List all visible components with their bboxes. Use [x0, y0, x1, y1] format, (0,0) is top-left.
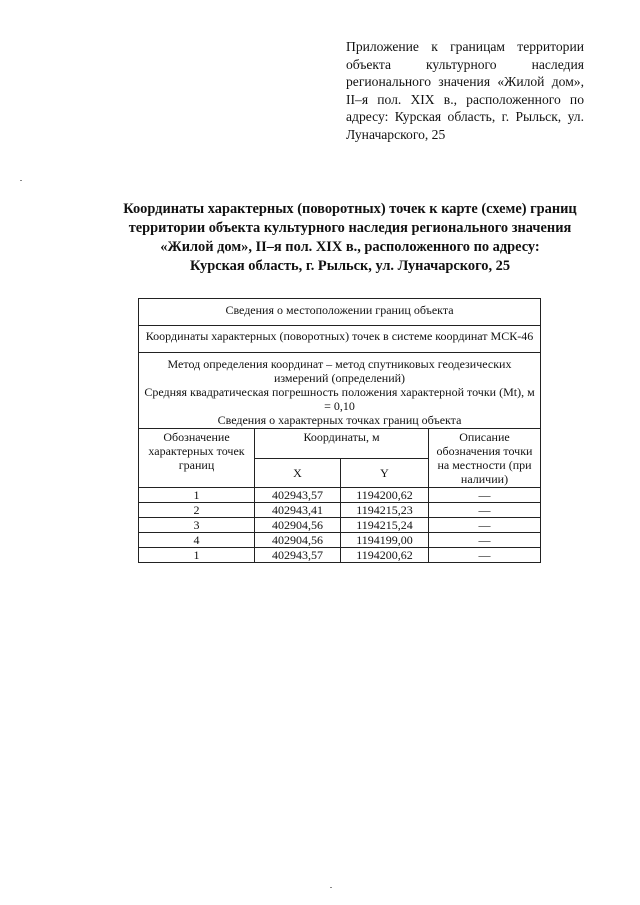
- title-line: Координаты характерных (поворотных) точек к карте (схеме) границ: [123, 201, 577, 217]
- title-line: территории объекта культурного наследия регионального значения: [128, 220, 572, 236]
- header-description: Описание обозначения точки на местности (при наличии): [429, 429, 541, 488]
- attachment-line: ул. Луначарского, 25: [346, 109, 584, 142]
- cell-y: 1194199,00: [341, 533, 429, 548]
- points-info-text: Сведения о характерных точках границ объекта: [217, 413, 462, 427]
- header-y: Y: [341, 458, 429, 488]
- header-coordinates: Координаты, м: [255, 429, 429, 459]
- cell-point: 2: [139, 503, 255, 518]
- cell-x: 402943,57: [255, 488, 341, 503]
- attachment-note: [346, 38, 584, 143]
- title-line: «Жилой дом», II–я пол. XIX в., расположенного по адресу:: [160, 239, 540, 255]
- section-method: [139, 353, 541, 429]
- cell-description: —: [429, 518, 541, 533]
- cell-x: 402943,41: [255, 503, 341, 518]
- section-location: Сведения о местоположении границ объекта: [139, 299, 541, 326]
- cell-y: 1194200,62: [341, 548, 429, 563]
- method-text: Метод определения координат – метод спутниковых геодезических измерений (определений): [167, 357, 512, 385]
- cell-y: 1194215,24: [341, 518, 429, 533]
- document-title: [60, 200, 640, 276]
- cell-point: 1: [139, 488, 255, 503]
- table-row: [139, 518, 541, 533]
- cell-x: 402904,56: [255, 518, 341, 533]
- cell-x: 402904,56: [255, 533, 341, 548]
- attachment-line: регионального значения «Жилой: [346, 74, 545, 89]
- coordinates-table: [138, 298, 541, 563]
- attachment-line: дом», II–я пол. XIX в.,: [346, 74, 584, 107]
- title-line: Курская область, г. Рыльск, ул. Луначарского, 25: [189, 258, 511, 274]
- table-row: [139, 548, 541, 563]
- cell-point: 4: [139, 533, 255, 548]
- attachment-line: Приложение к границам территории: [346, 39, 584, 54]
- cell-description: —: [429, 533, 541, 548]
- table-row: [139, 533, 541, 548]
- section-coordinate-system: Координаты характерных (поворотных) точек в системе координат МСК-46: [139, 326, 541, 353]
- table-row: [139, 503, 541, 518]
- cell-x: 402943,57: [255, 548, 341, 563]
- attachment-line: область, г. Рыльск,: [447, 109, 562, 124]
- scan-speck: [330, 887, 332, 888]
- attachment-line: объекта культурного наследия: [346, 56, 584, 72]
- cell-y: 1194215,23: [341, 503, 429, 518]
- cell-y: 1194200,62: [341, 488, 429, 503]
- cell-point: 3: [139, 518, 255, 533]
- accuracy-text: Средняя квадратическая погрешность положения характерной точки (Mt), м = 0,10: [144, 385, 535, 413]
- cell-description: —: [429, 548, 541, 563]
- attachment-line: расположенного по адресу: Курская: [346, 91, 584, 124]
- header-designation: Обозначение характерных точек границ: [139, 429, 255, 488]
- cell-point: 1: [139, 548, 255, 563]
- cell-description: —: [429, 503, 541, 518]
- header-x: X: [255, 458, 341, 488]
- table-row: [139, 488, 541, 503]
- cell-description: —: [429, 488, 541, 503]
- scan-speck: [20, 180, 22, 181]
